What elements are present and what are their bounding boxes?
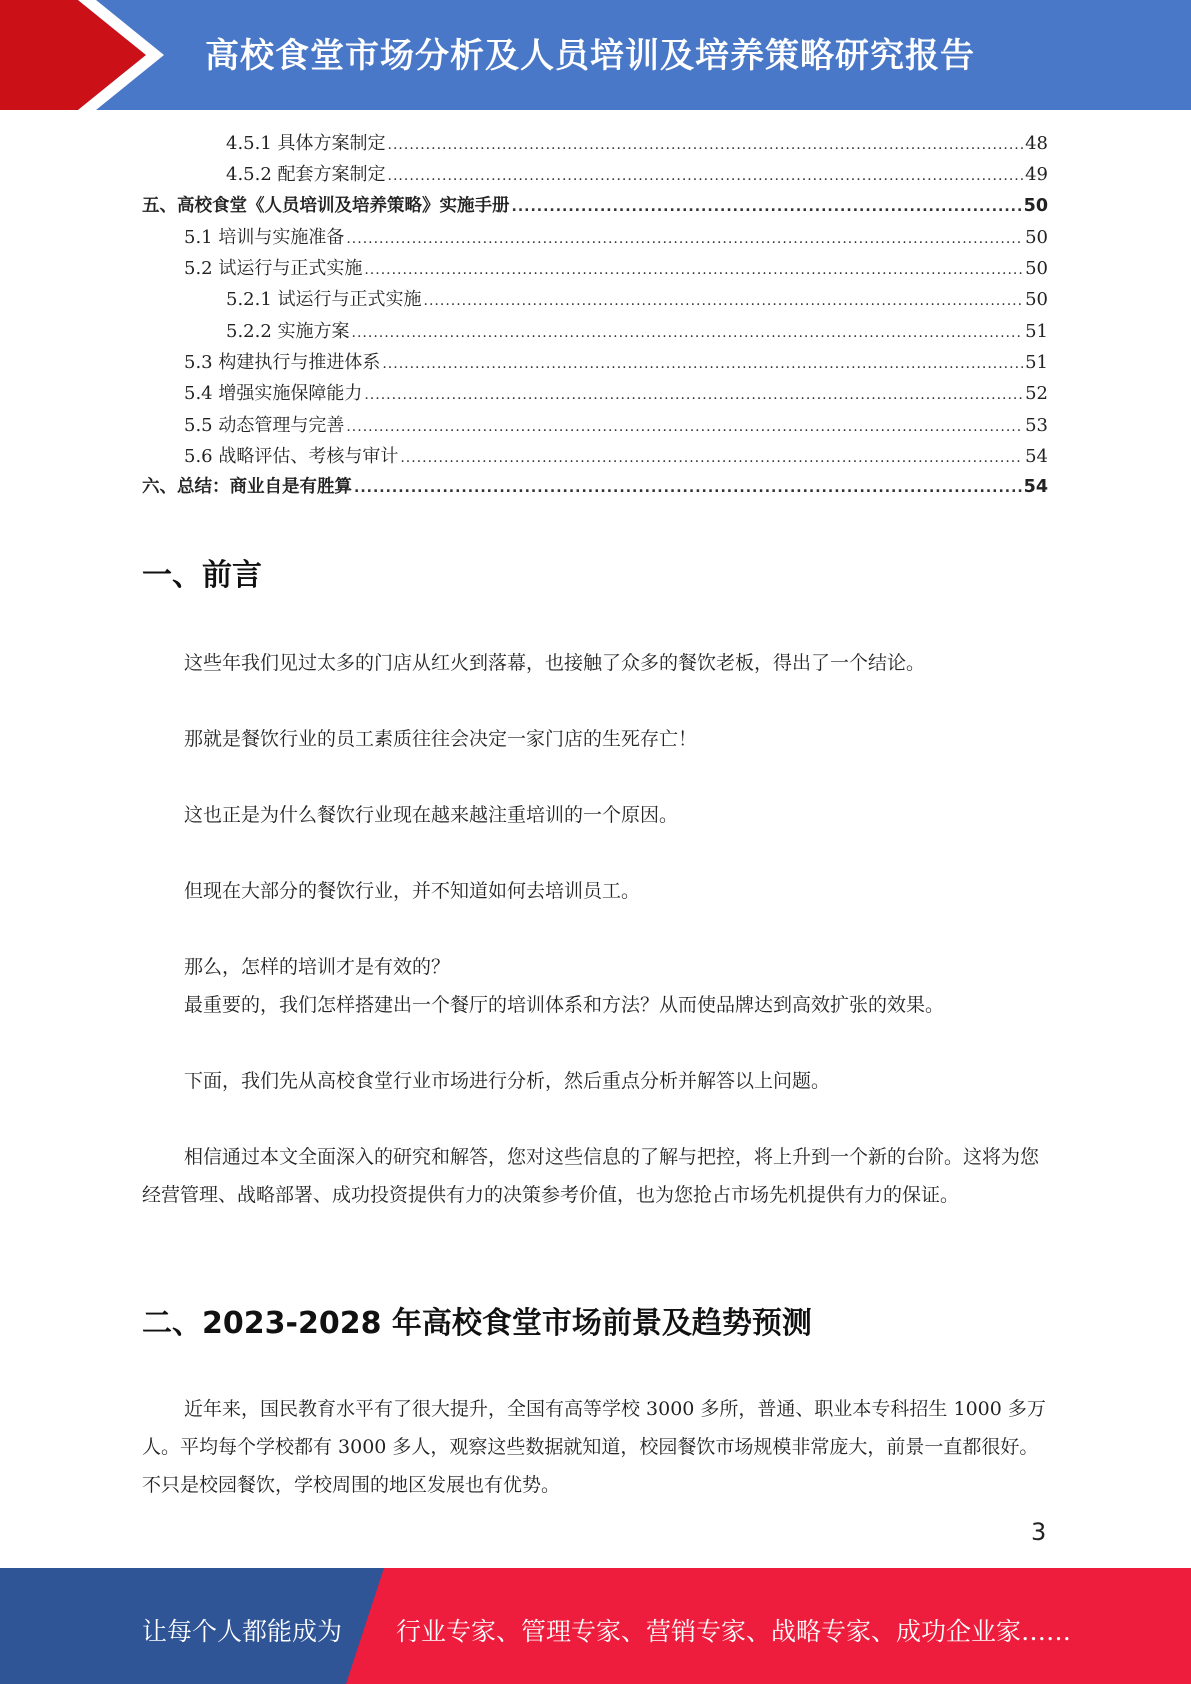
- toc-entry[interactable]: [142, 410, 1048, 441]
- toc-leader-dots: [364, 255, 1023, 286]
- toc-entry[interactable]: [142, 253, 1048, 284]
- paragraph: [142, 948, 1048, 986]
- paragraph-text: 那么，怎样的培训才是有效的？: [184, 956, 451, 978]
- toc-entry-page: 51: [1025, 320, 1048, 342]
- page-header: [0, 0, 1191, 110]
- section-heading-preface: 一、前言: [142, 558, 262, 593]
- toc-leader-dots: [354, 473, 1022, 504]
- toc-entry-page: 49: [1025, 164, 1048, 186]
- toc-entry-label: 五、高校食堂《人员培训及培养策略》实施手册: [142, 195, 510, 216]
- toc-entry-label: 六、总结：商业自是有胜算: [142, 477, 352, 498]
- toc-entry-page: 48: [1025, 133, 1048, 154]
- toc-entry-label: 5.2 试运行与正式实施: [184, 258, 363, 280]
- toc-entry-page: 54: [1025, 445, 1048, 467]
- paragraph: [142, 644, 1048, 682]
- header-title: 高校食堂市场分析及人员培训及培养策略研究报告: [205, 36, 975, 76]
- footer-slogan-left: 让每个人都能成为: [142, 1617, 343, 1646]
- toc-leader-dots: [388, 161, 1024, 192]
- paragraph-text: 这些年我们见过太多的门店从红火到落幕，也接触了众多的餐饮老板，得出了一个结论。: [184, 652, 926, 674]
- paragraph-text: 下面，我们先从高校食堂行业市场进行分析，然后重点分析并解答以上问题。: [184, 1070, 831, 1092]
- paragraph: [142, 872, 1048, 910]
- toc-entry-label: 5.1 培训与实施准备: [184, 226, 345, 248]
- page-footer: [0, 1568, 1191, 1684]
- table-of-contents: [142, 128, 1048, 504]
- toc-entry[interactable]: [142, 378, 1048, 409]
- toc-leader-dots: [400, 443, 1023, 474]
- toc-entry-label: 4.5.1 具体方案制定: [226, 133, 386, 154]
- paragraph-text: 最重要的，我们怎样搭建出一个餐厅的培训体系和方法？从而使品牌达到高效扩张的效果。: [184, 994, 945, 1016]
- toc-entry[interactable]: [142, 316, 1048, 347]
- toc-leader-dots: [352, 318, 1024, 349]
- paragraph-text: 那就是餐饮行业的员工素质往往会决定一家门店的生死存亡！: [184, 728, 698, 750]
- toc-entry-label: 5.3 构建执行与推进体系: [184, 352, 381, 374]
- header-red-arrow: [0, 0, 146, 110]
- paragraph: [142, 986, 1048, 1024]
- paragraph: [142, 720, 1048, 758]
- toc-entry-label: 5.4 增强实施保障能力: [184, 383, 363, 405]
- toc-entry[interactable]: [142, 222, 1048, 253]
- toc-entry[interactable]: [142, 128, 1048, 159]
- paragraph-text: 相信通过本文全面深入的研究和解答，您对这些信息的了解与把控，将上升到一个新的台阶。这将为您经营管理、战略部署、成功投资提供有力的决策参考价值，也为您抢占市场先机提供有力的保证。: [142, 1146, 1040, 1206]
- toc-entry[interactable]: [142, 472, 1048, 503]
- toc-entry[interactable]: [142, 347, 1048, 378]
- toc-entry[interactable]: [142, 441, 1048, 472]
- toc-entry[interactable]: [142, 284, 1048, 315]
- paragraph: [142, 1390, 1048, 1504]
- toc-entry-page: 50: [1025, 258, 1048, 280]
- toc-entry-page: 52: [1025, 383, 1048, 405]
- toc-entry-page: 50: [1023, 195, 1048, 216]
- toc-leader-dots: [424, 286, 1024, 317]
- toc-entry-label: 5.6 战略评估、考核与审计: [184, 445, 399, 467]
- toc-entry-label: 5.2.1 试运行与正式实施: [226, 289, 422, 311]
- toc-leader-dots: [364, 380, 1023, 411]
- toc-entry[interactable]: [142, 159, 1048, 190]
- paragraph: [142, 796, 1048, 834]
- toc-leader-dots: [388, 130, 1024, 161]
- page-number: 3: [1031, 1518, 1047, 1546]
- toc-leader-dots: [512, 192, 1022, 223]
- toc-entry-page: 50: [1025, 289, 1048, 311]
- footer-slogan-right: 行业专家、管理专家、营销专家、战略专家、成功企业家……: [396, 1617, 1072, 1646]
- paragraph-text: 这也正是为什么餐饮行业现在越来越注重培训的一个原因。: [184, 804, 679, 826]
- toc-entry[interactable]: [142, 191, 1048, 222]
- section-heading-forecast: 二、2023-2028 年高校食堂市场前景及趋势预测: [142, 1306, 812, 1341]
- toc-entry-label: 5.5 动态管理与完善: [184, 414, 345, 436]
- toc-entry-page: 51: [1025, 352, 1048, 374]
- paragraph: [142, 1062, 1048, 1100]
- toc-entry-page: 53: [1025, 414, 1048, 436]
- paragraph-text: 近年来，国民教育水平有了很大提升，全国有高等学校 3000 多所，普通、职业本专科招生 1000 多万人。平均每个学校都有 3000 多人，观察这些数据就知道，校园餐饮市场规模非常庞大，前景一直都很好。不只是校园餐饮，学校周围的地区发展也有优势。: [142, 1398, 1046, 1496]
- toc-entry-label: 4.5.2 配套方案制定: [226, 164, 386, 186]
- paragraph-text: 但现在大部分的餐饮行业，并不知道如何去培训员工。: [184, 880, 641, 902]
- toc-leader-dots: [346, 224, 1023, 255]
- toc-entry-page: 54: [1023, 477, 1048, 498]
- toc-leader-dots: [382, 349, 1023, 380]
- paragraph: [142, 1138, 1048, 1214]
- toc-leader-dots: [346, 412, 1023, 443]
- toc-entry-label: 5.2.2 实施方案: [226, 320, 350, 342]
- toc-entry-page: 50: [1025, 226, 1048, 248]
